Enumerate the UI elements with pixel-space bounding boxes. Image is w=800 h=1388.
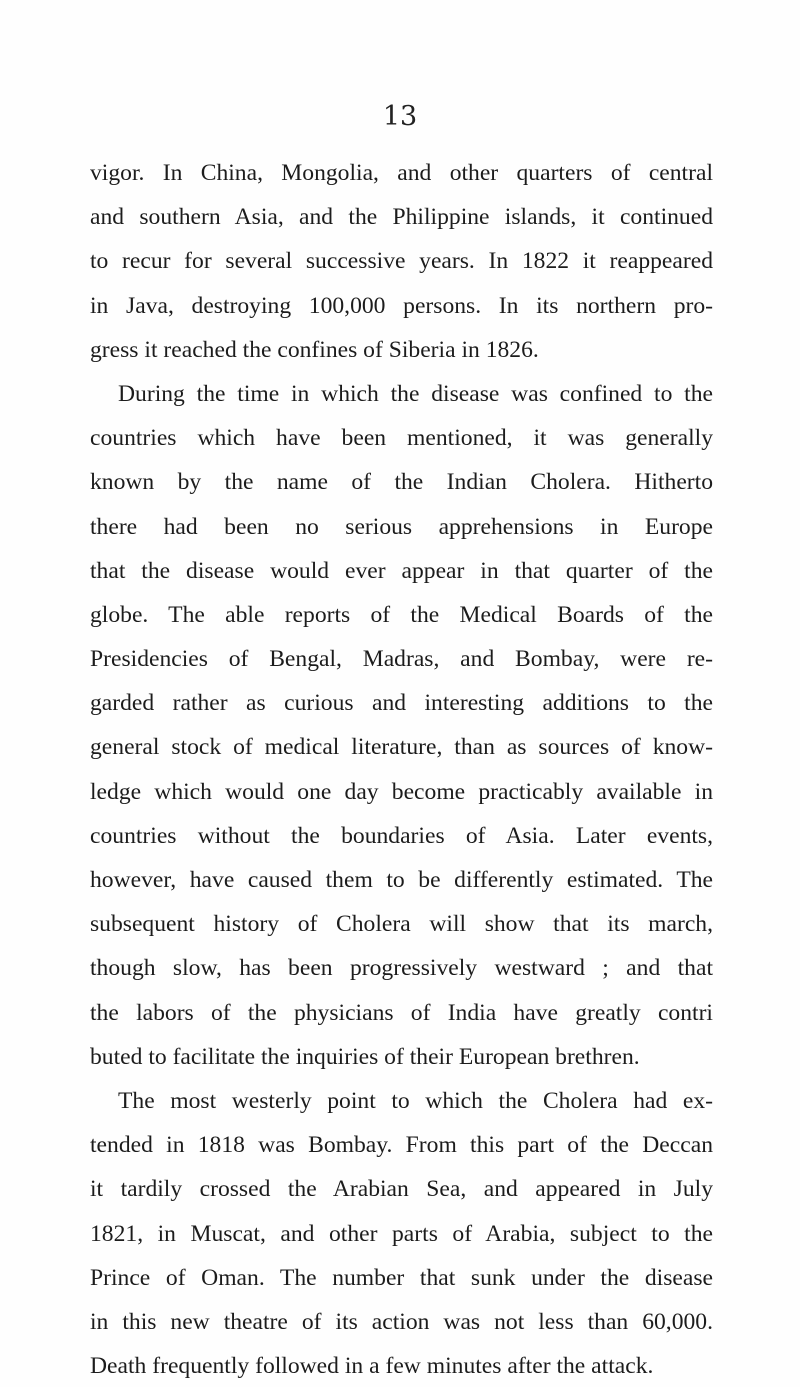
text-line: known by the name of the Indian Cholera. Hitherto xyxy=(90,469,713,496)
text-line: countries which have been mentioned, it was generally xyxy=(90,425,713,452)
text-line: Prince of Oman. The number that sunk under the disease xyxy=(90,1264,713,1291)
text-line: however, have caused them to be differently estimated. The xyxy=(90,867,713,893)
text-line: there had been no serious apprehensions in Europe xyxy=(90,513,713,540)
text-line: Presidencies of Bengal, Madras, and Bombay, were re- xyxy=(90,646,713,673)
text-line: gress it reached the confines of Siberia in 1826. xyxy=(90,336,539,363)
text-line: though slow, has been progressively westward ; and that xyxy=(90,955,713,982)
body-text xyxy=(90,151,713,1388)
text-line: tended in 1818 was Bombay. From this part of the Deccan xyxy=(90,1132,713,1159)
text-line: the labors of the physicians of India have greatly contri xyxy=(90,999,713,1026)
text-line: it tardily crossed the Arabian Sea, and appeared in July xyxy=(90,1176,713,1203)
text-line: to recur for several successive years. In 1822 it reappeared xyxy=(90,248,713,275)
text-line: subsequent history of Cholera will show that its march, xyxy=(90,911,713,938)
text-line: in Java, destroying 100,000 persons. In its northern pro- xyxy=(90,292,713,319)
text-line: buted to facilitate the inquiries of their European brethren. xyxy=(90,1043,640,1070)
text-line: Death frequently followed in a few minutes after the attack. xyxy=(90,1353,654,1380)
text-line: During the time in which the disease was confined to the xyxy=(118,380,713,407)
text-line: globe. The able reports of the Medical Boards of the xyxy=(90,601,713,628)
text-line: general stock of medical literature, than as sources of know- xyxy=(90,734,713,761)
text-line: in this new theatre of its action was not less than 60,000. xyxy=(90,1308,713,1335)
text-line: vigor. In China, Mongolia, and other quarters of central xyxy=(90,160,713,186)
text-line: countries without the boundaries of Asia. Later events, xyxy=(90,822,713,849)
text-line: The most westerly point to which the Cholera had ex- xyxy=(118,1087,713,1114)
text-line: garded rather as curious and interesting additions to the xyxy=(90,690,713,717)
text-line: 1821, in Muscat, and other parts of Arabia, subject to the xyxy=(90,1220,713,1247)
text-line: that the disease would ever appear in that quarter of the xyxy=(90,557,713,584)
text-line: and southern Asia, and the Philippine islands, it continued xyxy=(90,204,713,231)
page-number: 13 xyxy=(382,101,418,132)
text-line: ledge which would one day become practicably available in xyxy=(90,778,713,805)
